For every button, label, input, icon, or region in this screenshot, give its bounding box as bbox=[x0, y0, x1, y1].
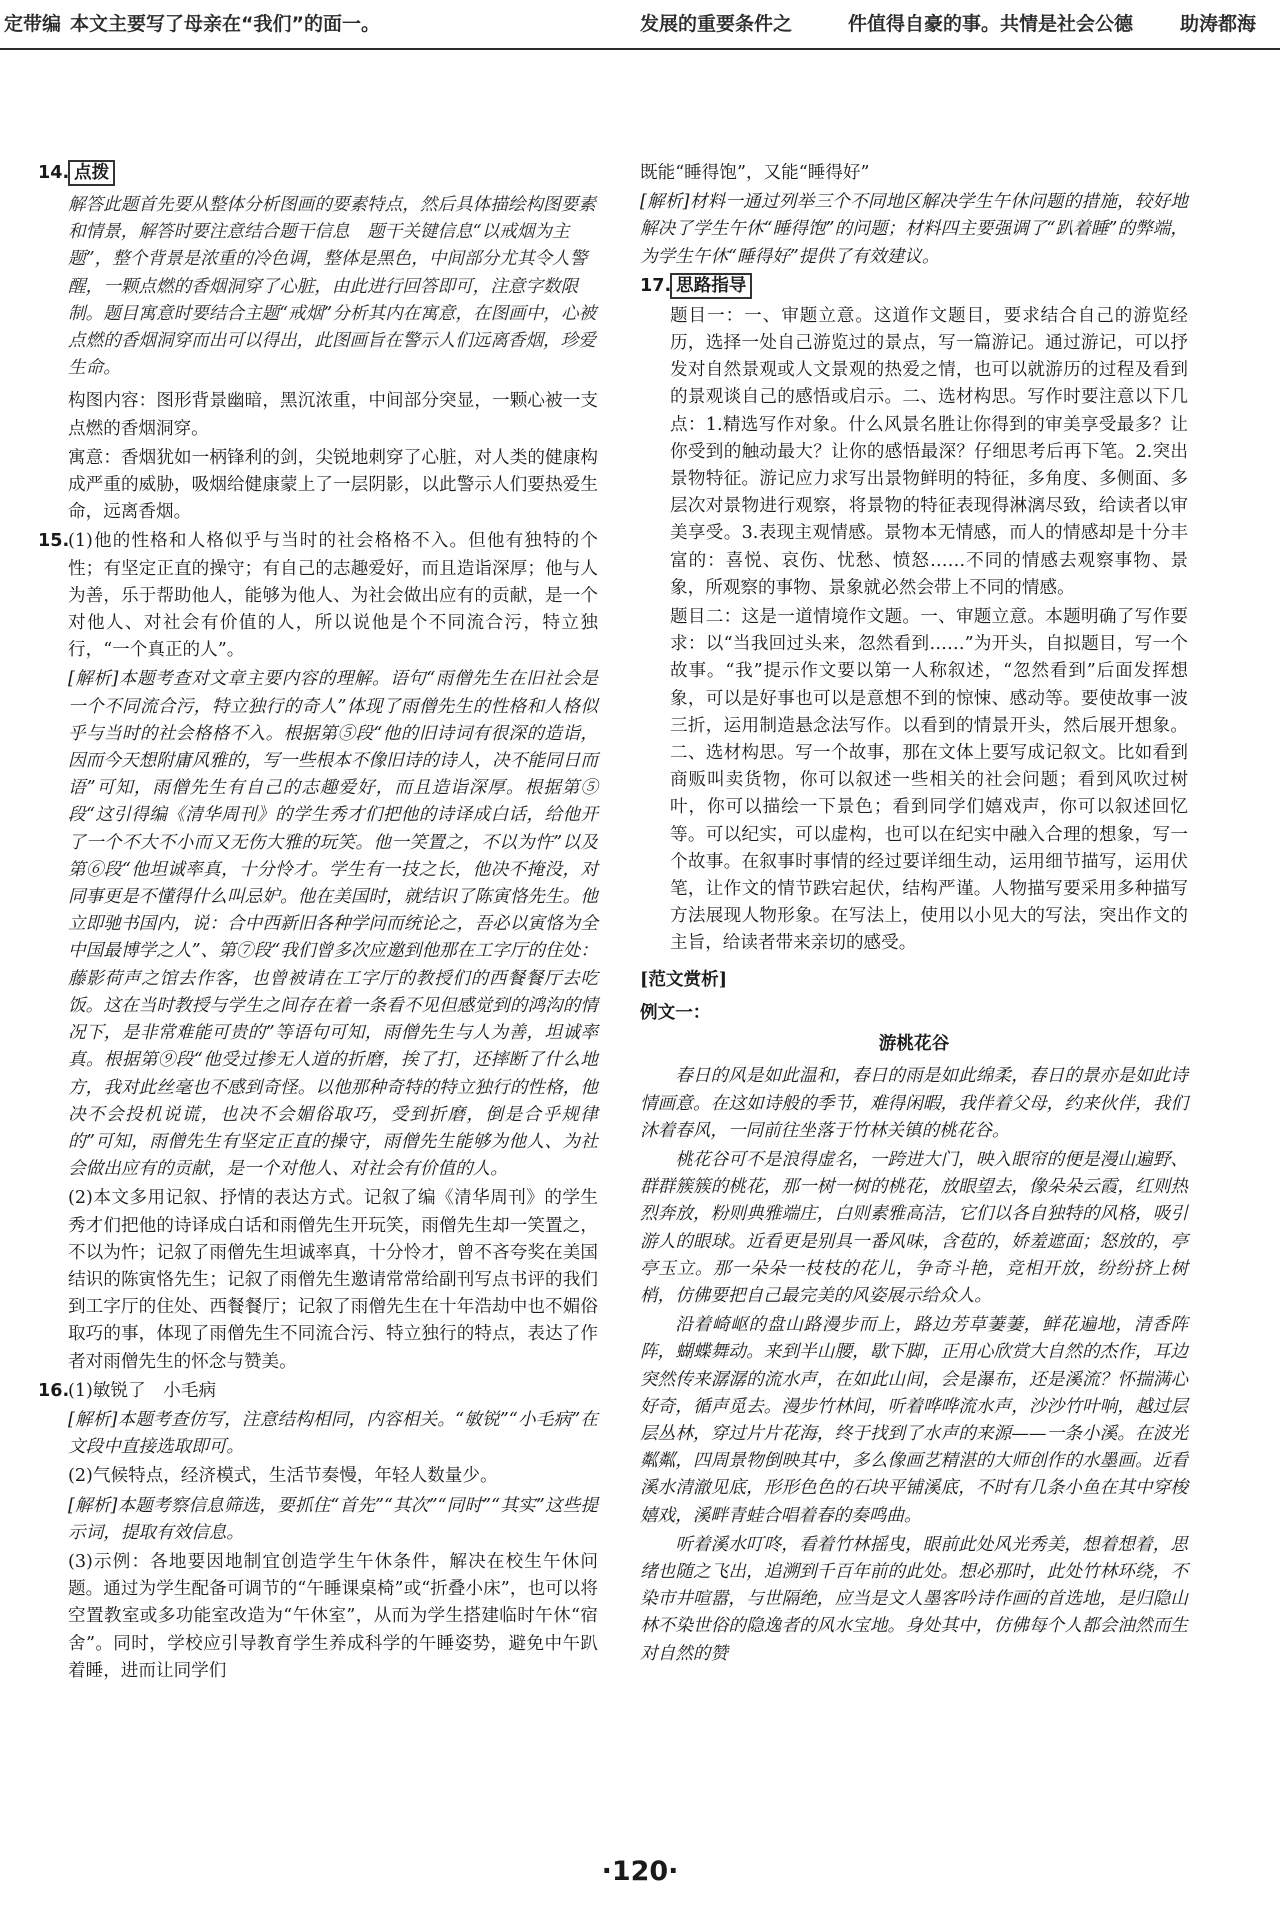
question-body bbox=[68, 1378, 598, 1687]
hint-note: 解答此题首先要从整体分析图画的要素特点，然后具体描绘构图要素和情景，解答时要注意结合题干信息 题干关键信息“以戒烟为主题”，整个背景是浓重的冷色调，整体是黑色，中间部分尤其令人警醒，一颗点燃的香烟洞穿了心脏，由此进行回答即可，注意字数限制。题目寓意时要结合主题“戒烟”分析其内在寓意，在图画中，心被点燃的香烟洞穿而出可以得出，此图画旨在警示人们远离香烟，珍爱生命。 bbox=[68, 195, 597, 379]
essay-paragraph: 沿着崎岖的盘山路漫步而上，路边芳草萋萋，鲜花遍地，清香阵阵，蝴蝶舞动。来到半山腰，歇下脚，正用心欣赏大自然的杰作，耳边突然传来潺潺的流水声，在如此山间，会是瀑布，还是溪流？怀揣满心好奇，循声觅去。漫步竹林间，听着哗哗流水声，沙沙竹叶响，越过层层丛林，穿过片片花海，终于找到了水声的来源——一条小溪。在波光粼粼，四周景物倒映其中，多么像画艺精湛的大师创作的水墨画。近看溪水清澈见底，形形色色的石块平铺溪底，不时有几条小鱼在其中穿梭嬉戏，溪畔青蛙合唱着春的奏鸣曲。 bbox=[640, 1315, 1188, 1526]
answer-text: 既能“睡得饱”，又能“睡得好” bbox=[640, 163, 870, 183]
header-fragment: 件值得自豪的事。共情是社会公德 bbox=[848, 13, 1134, 35]
essay-paragraph: 春日的风是如此温和，春日的雨是如此绵柔，春日的景亦是如此诗情画意。在这如诗般的季节，难得闲暇，我伴着父母，约来伙伴，我们沐着春风，一同前往坐落于竹林关镇的桃花谷。 bbox=[640, 1066, 1188, 1141]
right-column bbox=[640, 160, 1188, 1670]
header-fragment: 本文主要写了母亲在“我们”的面一。 bbox=[70, 13, 380, 35]
analysis-text: [解析]本题考察信息筛选，要抓住“首先”“其次”“同时”“其实”这些提示词，提取有效信息。 bbox=[68, 1495, 598, 1543]
answer-text: (1)敏锐了 小毛病 bbox=[68, 1380, 217, 1401]
header-fragment: 定带编 bbox=[4, 13, 62, 35]
answer-text: (2)本文多用记叙、抒情的表达方式。记叙了编《清华周刊》的学生秀才们把他的诗译成白话和雨僧先生开玩笑，雨僧先生却一笑置之，不以为忤；记叙了雨僧先生坦诚率真，十分怜才，曾不吝夸奖在美国结识的陈寅恪先生；记叙了雨僧先生邀请常常给副刊写点书评的我们到工字厅的住处、西餐餐厅；记叙了雨僧先生在十年浩劫中也不媚俗取巧的事，体现了雨僧先生不同流合污、特立独行的特点，表达了作者对雨僧先生的怀念与赞美。 bbox=[68, 1188, 598, 1372]
analysis-text: [解析]材料一通过列举三个不同地区解决学生午休问题的措施，较好地解决了学生午休“睡得饱”的问题；材料四主要强调了“趴着睡”的弊端，为学生午休“睡得好”提供了有效建议。 bbox=[640, 192, 1188, 267]
question-16 bbox=[38, 1378, 598, 1687]
analysis-text: [解析]本题考查仿写，注意结构相同，内容相关。“敏锐”“小毛病”在文段中直接选取即可。 bbox=[68, 1409, 598, 1458]
header-fragment: 助涛都海 bbox=[1180, 13, 1257, 35]
essay-title: 游桃花谷 bbox=[878, 1033, 950, 1055]
analysis-text: [解析]本题考查对文章主要内容的理解。语句“雨僧先生在旧社会是一个不同流合污，特立独行的奇人”体现了雨僧先生的性格和人格似乎与当时的社会格格不入。根据第⑤段“他的旧诗词有很深的造诣，因而今天想附庸风雅的，写一些根本不像旧诗的诗人，决不能同日而语”可知，雨僧先生有自己的志趣爱好，而且造诣深厚。根据第⑤段“这引得编《清华周刊》的学生秀才们把他的诗译成白话，给他开了一个不大不小而又无伤大雅的玩笑。他一笑置之，不以为忤”以及第⑥段“他坦诚率真，十分怜才。学生有一技之长，他决不掩没，对同事更是不懂得什么叫忌妒。他在美国时，就结识了陈寅恪先生。他立即驰书国内，说：合中西新旧各种学问而统论之，吾必以寅恪为全中国最博学之人”、第⑦段“我们曾多次应邀到他那在工字厅的住处：藤影荷声之馆去作客，也曾被请在工字厅的教授们的西餐餐厅去吃饭。这在当时教授与学生之间存在着一条看不见但感觉到的鸿沟的情况下，是非常难能可贵的”等语句可知，雨僧先生与人为善，坦诚率真。根据第⑨段“他受过掺无人道的折磨，挨了打，还摔断了什么地方，我对此丝毫也不感到奇怪。以他那种奇特的特立独行的性格，他决不会投机说谎，也决不会媚俗取巧，受到折磨，倒是合乎规律的”可知，雨僧先生有坚定正直的操守，雨僧先生能够为他人、为社会做出应有的贡献，是一个对他人、对社会有价值的人。 bbox=[68, 669, 598, 1180]
left-column bbox=[38, 160, 598, 1687]
answer-text: 寓意：香烟犹如一柄锋利的剑，尖锐地刺穿了心脏，对人类的健康构成严重的威胁，吸烟给健康蒙上了一层阴影，以此警示人们要热爱生命，远离香烟。 bbox=[68, 447, 598, 523]
question-number: 14. bbox=[38, 163, 70, 183]
header-strip bbox=[0, 0, 1280, 50]
page-number: ·120· bbox=[601, 1856, 679, 1887]
answer-text: (3)示例：各地要因地制宜创造学生午休条件，解决在校生午休问题。通过为学生配备可调节的“午睡课桌椅”或“折叠小床”，也可以将空置教室或多功能室改造为“午休室”，从而为学生搭建临时午休“宿舍”。同时，学校应引导教育学生养成科学的午睡姿势，避免中午趴着睡，进而让同学们 bbox=[68, 1551, 598, 1681]
question-body bbox=[68, 160, 598, 528]
topic-text: 题目一：一、审题立意。这道作文题目，要求结合自己的游览经历，选择一处自己游览过的景点，写一篇游记。通过游记，可以抒发对自然景观或人文景观的热爱之情，也可以就游历的过程及看到的景观谈自己的感悟或启示。二、选材构思。写作时要注意以下几点：1.精选写作对象。什么风景名胜让你得到的审美享受最多？让你受到的触动最大？让你的感悟最深？仔细思考后再下笔。2.突出景物特征。游记应力求写出景物鲜明的特征，多角度、多侧面、多层次对景物进行观察，将景物的特征表现得淋漓尽致，给读者以审美享受。3.表现主观情感。景物本无情感，而人的情感却是十分丰富的：喜悦、哀伤、忧愁、愤怒……不同的情感去观察事物、景象，所观察的事物、景象就必然会带上不同的情感。 bbox=[670, 305, 1188, 598]
answer-text: (2)气候特点，经济模式，生活节奏慢，年轻人数量少。 bbox=[68, 1466, 498, 1487]
question-17 bbox=[640, 273, 1188, 960]
header-fragment: 发展的重要条件之 bbox=[640, 13, 793, 35]
essay-paragraph: 听着溪水叮咚，看着竹林摇曳，眼前此处风光秀美，想着想着，思绪也随之飞出，追溯到千百年前的此处。想必那时，此处竹林环绕，不染市井喧嚣，与世隔绝，应当是文人墨客吟诗作画的首选地，是归隐山林不染世俗的隐逸者的风水宝地。身处其中，仿佛每个人都会油然而生对自然的赞 bbox=[640, 1534, 1188, 1664]
example-label: 例文一： bbox=[640, 1001, 711, 1023]
question-number: 17. bbox=[640, 275, 672, 296]
essay-paragraph: 桃花谷可不是浪得虚名，一跨进大门，映入眼帘的便是漫山遍野、群群簇簇的桃花，那一树一树的桃花，放眼望去，像朵朵云霞，红则热烈奔放，粉则典雅端庄，白则素雅高洁，它们以各自独特的风格，吸引游人的眼球。近看更是别具一番风味，含苞的，娇羞遮面；怒放的，亭亭玉立。那一朵朵一枝枝的花儿，争奇斗艳，竞相开放，纷纷挤上树梢，仿佛要把自己最完美的风姿展示给众人。 bbox=[640, 1149, 1188, 1306]
topic-text: 题目二：这是一道情境作文题。一、审题立意。本题明确了写作要求：以“当我回过头来，忽然看到……”为开头，自拟题目，写一个故事。“我”提示作文要以第一人称叙述，“忽然看到”后面发挥想象，可以是好事也可以是意想不到的惊悚、感动等。要使故事一波三折，运用制造悬念法写作。以看到的情景开头，然后展开想象。二、选材构思。写一个故事，那在文体上要写成记叙文。比如看到商贩叫卖货物，你可以叙述一些相关的社会问题；看到风吹过树叶，你可以描绘一下景色；看到同学们嬉戏声，你可以叙述回忆等。可以纪实，可以虚构，也可以在纪实中融入合理的想象，写一个故事。在叙事时事情的经过要详细生动，运用细节描写，运用伏笔，让作文的情节跌宕起伏，结构严谨。人物描写要采用多种描写方法展现人物形象。在写法上，使用以小见大的写法，突出作文的主旨，给读者带来亲切的感受。 bbox=[670, 607, 1188, 954]
section-label: [范文赏析] bbox=[640, 968, 728, 990]
question-15 bbox=[38, 528, 598, 1377]
question-number: 16. bbox=[38, 1380, 70, 1401]
question-body bbox=[68, 528, 598, 1377]
question-14 bbox=[38, 160, 598, 528]
answer-text: (1)他的性格和人格似乎与当时的社会格格不入。但他有独特的个性；有坚定正直的操守；有自己的志趣爱好，而且造诣深厚；他与人为善，乐于帮助他人，能够为他人、为社会做出应有的贡献，是一个对他人、对社会有价值的人，所以说他是个不同流合污，特立独行，“一个真正的人”。 bbox=[68, 531, 598, 661]
answer-text: 构图内容：图形背景幽暗，黑沉浓重，中间部分突显，一颗心被一支点燃的香烟洞穿。 bbox=[68, 391, 598, 439]
hint-tag: 点拨 bbox=[68, 160, 115, 186]
question-body bbox=[670, 273, 1188, 960]
guide-tag: 思路指导 bbox=[670, 273, 752, 299]
question-number: 15. bbox=[38, 531, 70, 552]
